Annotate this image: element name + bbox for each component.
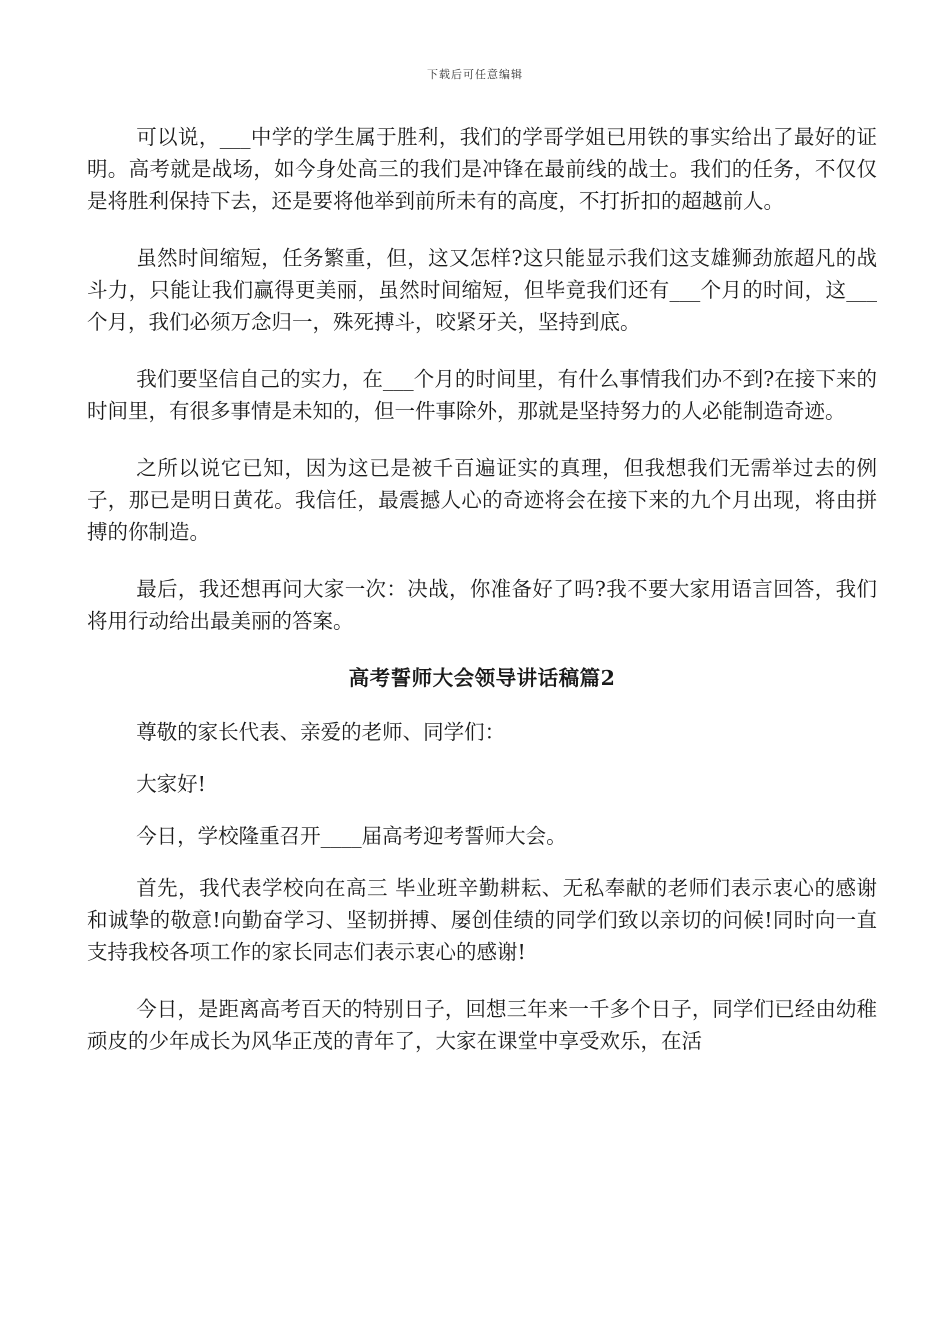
greeting: 大家好! <box>136 772 206 796</box>
paragraph-2: 虽然时间缩短，任务繁重，但，这又怎样?这只能显示我们这支雄狮劲旅超凡的战斗力，只能让我们赢得更美丽，虽然时间缩短，但毕竟我们还有___个月的时间，这___个月，我们必须万念归一，殊死搏斗，咬紧牙关，坚持到底。 <box>87 246 877 334</box>
document-body <box>87 121 877 1082</box>
thanks-paragraph: 首先，我代表学校向在高三 毕业班辛勤耕耘、无私奉献的老师们表示衷心的感谢和诚挚的敬意!向勤奋学习、坚韧拼搏、屡创佳绩的同学们致以亲切的问候!同时向一直支持我校各项工作的家长同志们表示衷心的感谢! <box>87 876 877 964</box>
paragraph-4: 之所以说它已知，因为这已是被千百遍证实的真理，但我想我们无需举过去的例子，那已是明日黄花。我信任，最震撼人心的奇迹将会在接下来的九个月出现，将由拼搏的你制造。 <box>87 456 877 544</box>
closing-paragraph: 今日，是距离高考百天的特别日子，回想三年来一千多个日子，同学们已经由幼稚顽皮的少年成长为风华正茂的青年了，大家在课堂中享受欢乐，在活 <box>87 997 877 1053</box>
paragraph-3: 我们要坚信自己的实力，在___个月的时间里，有什么事情我们办不到?在接下来的时间里，有很多事情是未知的，但一件事除外，那就是坚持努力的人必能制造奇迹。 <box>87 367 877 423</box>
section-title: 高考誓师大会领导讲话稿篇2 <box>348 666 616 690</box>
salutation: 尊敬的家长代表、亲爱的老师、同学们： <box>136 720 506 744</box>
opening-line: 今日，学校隆重召开____届高考迎考誓师大会。 <box>136 824 567 848</box>
paragraph-1: 可以说，___中学的学生属于胜利，我们的学哥学姐已用铁的事实给出了最好的证明。高考就是战场，如今身处高三的我们是冲锋在最前线的战士。我们的任务，不仅仅是将胜利保持下去，还是要将他举到前所未有的高度，不打折扣的超越前人。 <box>87 125 877 213</box>
page-header-note: 下载后可任意编辑 <box>427 68 523 81</box>
paragraph-5: 最后，我还想再问大家一次：决战，你准备好了吗?我不要大家用语言回答，我们将用行动给出最美丽的答案。 <box>87 577 877 633</box>
